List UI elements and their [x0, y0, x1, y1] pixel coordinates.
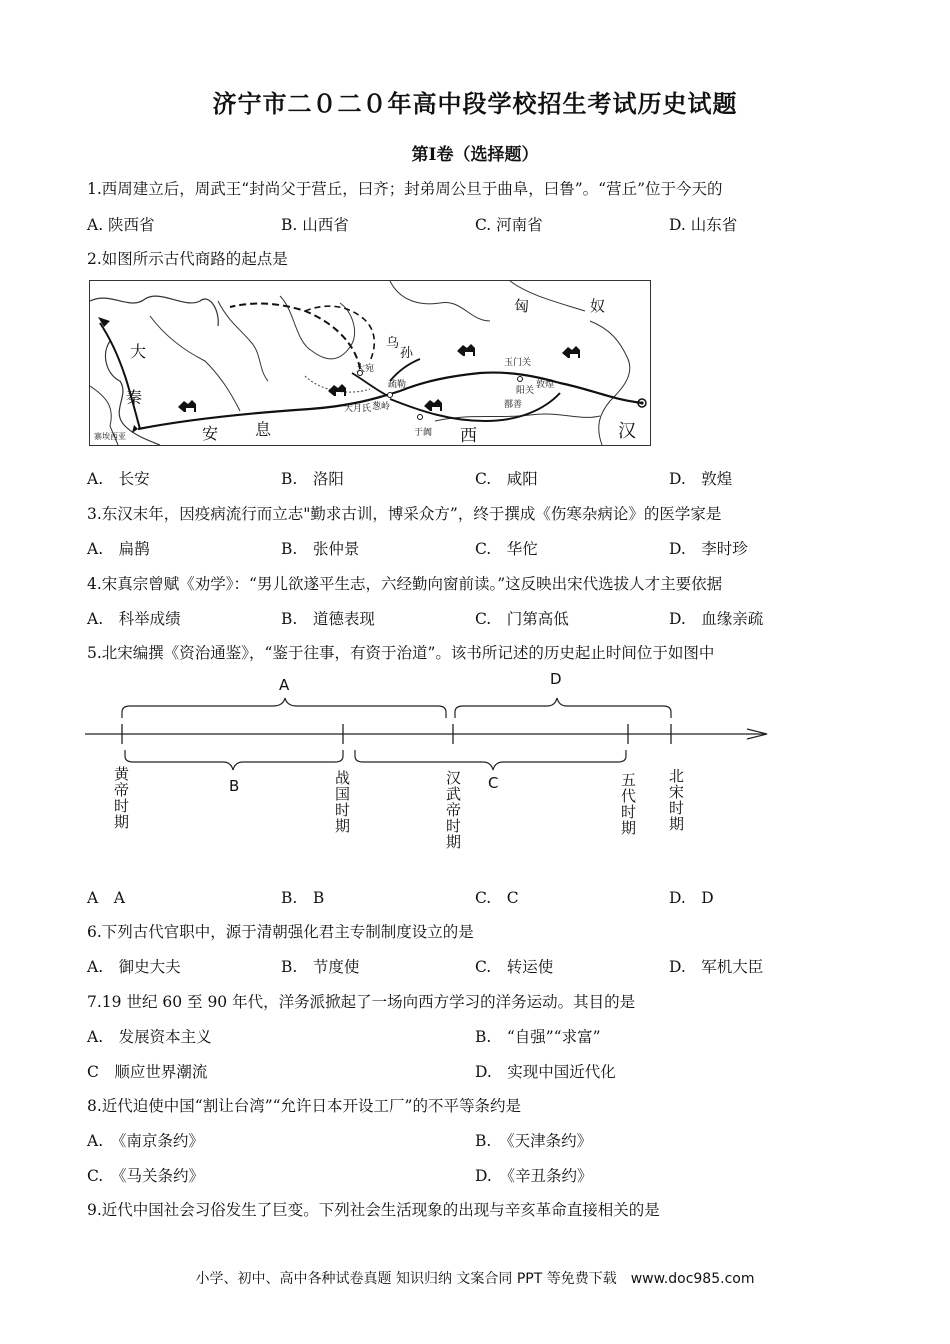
map-label-qin: 秦	[126, 388, 143, 407]
question-8-stem: 8.近代迫使中国“割让台湾”“允许日本开设工厂”的不平等条约是	[87, 1097, 521, 1115]
question-6-option-c[interactable]: C. 转运使	[475, 958, 554, 976]
question-2-option-a[interactable]: A. 长安	[87, 470, 150, 488]
timeline-tick-beisong: 北宋时期	[667, 768, 685, 832]
map-label-yumenguan: 玉门关	[504, 358, 532, 368]
question-8-option-a[interactable]: A. 《南京条约》	[87, 1132, 204, 1150]
timeline-brace-d: D	[550, 670, 562, 688]
question-6-option-b[interactable]: B. 节度使	[281, 958, 360, 976]
question-6-stem: 6.下列古代官职中，源于清朝强化君主专制制度设立的是	[87, 923, 474, 941]
map-label-an: 安	[202, 424, 219, 443]
question-4-option-a[interactable]: A. 科举成绩	[87, 610, 181, 628]
question-8-option-b[interactable]: B. 《天津条约》	[475, 1132, 593, 1150]
question-8-option-c[interactable]: C. 《马关条约》	[87, 1167, 204, 1185]
question-1-option-d[interactable]: D. 山东省	[669, 216, 738, 234]
timeline-brace-a: A	[279, 676, 290, 694]
question-5-option-d[interactable]: D. D	[669, 889, 714, 907]
section-title: 第Ⅰ卷（选择题）	[411, 145, 539, 165]
timeline-brace-b: B	[229, 777, 240, 795]
map-label-sun: 孙	[400, 346, 414, 361]
question-1-option-b[interactable]: B. 山西省	[281, 216, 349, 234]
timeline-brace-c: C	[488, 774, 499, 792]
map-label-dawan: 大宛	[356, 364, 375, 374]
question-9-stem: 9.近代中国社会习俗发生了巨变。下列社会生活现象的出现与辛亥革命直接相关的是	[87, 1201, 660, 1219]
map-label-congling: 葱岭	[372, 402, 391, 412]
question-4-option-d[interactable]: D. 血缘亲疏	[669, 610, 764, 628]
question-1-option-c[interactable]: C. 河南省	[475, 216, 543, 234]
map-label-nu: 奴	[590, 297, 606, 315]
question-2-option-b[interactable]: B. 洛阳	[281, 470, 344, 488]
question-4-stem: 4.宋真宗曾赋《劝学》：“男儿欲遂平生志，六经勤向窗前读。”这反映出宋代选拔人才主要依据	[87, 575, 723, 593]
question-7-option-b[interactable]: B. “自强”“求富”	[475, 1028, 601, 1046]
page-footer: 小学、初中、高中各种试卷真题 知识归纳 文案合同 PPT 等免费下载 www.doc985.com	[195, 1271, 755, 1287]
map-label-shanshan: 鄯善	[504, 400, 523, 410]
question-5-option-a[interactable]: A A	[87, 889, 125, 907]
question-1-stem: 1.西周建立后，周武王“封尚父于营丘，曰齐；封弟周公旦于曲阜，曰鲁”。“营丘”位于今天的	[87, 180, 723, 198]
question-5-option-c[interactable]: C. C	[475, 889, 519, 907]
map-label-han: 汉	[618, 421, 636, 442]
timeline-tick-hanwudi: 汉武帝时期	[444, 770, 462, 850]
question-3-stem: 3.东汉末年，因疫病流行而立志"勤求古训，博采众方”，终于撰成《伤寒杂病论》的医学家是	[87, 505, 722, 523]
map-label-da: 大	[130, 342, 147, 361]
map-label-xiong: 匈	[514, 297, 530, 315]
question-7-option-a[interactable]: A. 发展资本主义	[87, 1028, 212, 1046]
timeline-tick-wudai: 五代时期	[619, 772, 637, 836]
question-7-option-c[interactable]: C 顺应世界潮流	[87, 1063, 208, 1081]
question-6-option-a[interactable]: A. 御史大夫	[87, 958, 181, 976]
question-7-stem: 7.19 世纪 60 至 90 年代，洋务派掀起了一场向西方学习的洋务运动。其目的是	[87, 993, 636, 1011]
timeline-tick-huangdi: 黄帝时期	[112, 766, 130, 830]
question-3-option-d[interactable]: D. 李时珍	[669, 540, 748, 558]
map-label-yutian: 于阗	[414, 428, 433, 438]
map-label-yangguan: 阳关	[516, 386, 535, 396]
question-4-option-b[interactable]: B. 道德表现	[281, 610, 375, 628]
map-label-xi: 西	[460, 426, 477, 445]
map-label-xi-breath: 息	[255, 420, 272, 439]
question-6-option-d[interactable]: D. 军机大臣	[669, 958, 764, 976]
question-7-option-d[interactable]: D. 实现中国近代化	[475, 1063, 616, 1081]
question-3-option-a[interactable]: A. 扁鹊	[87, 540, 150, 558]
question-8-option-d[interactable]: D. 《辛丑条约》	[475, 1167, 593, 1185]
question-5-stem: 5.北宋编撰《资治通鉴》，“鉴于往事，有资于治道”。该书所记述的历史起止时间位于如图中	[87, 644, 715, 662]
question-3-option-c[interactable]: C. 华佗	[475, 540, 538, 558]
exam-title: 济宁市二０二０年高中段学校招生考试历史试题	[212, 89, 738, 118]
question-2-option-d[interactable]: D. 敦煌	[669, 470, 733, 488]
timeline-tick-zhanguo: 战国时期	[333, 770, 351, 834]
map-label-saiai: 寨埃西亚	[94, 432, 126, 441]
map-label-wu: 乌	[386, 336, 400, 351]
question-2-stem: 2.如图所示古代商路的起点是	[87, 250, 288, 268]
silk-road-map	[89, 280, 651, 446]
question-1-option-a[interactable]: A. 陕西省	[87, 216, 155, 234]
question-5-option-b[interactable]: B. B	[281, 889, 325, 907]
map-label-dayuezhi: 大月氏	[344, 404, 372, 414]
question-2-option-c[interactable]: C. 咸阳	[475, 470, 538, 488]
map-label-dunhuang: 敦煌	[536, 380, 555, 390]
map-label-shule: 疏勒	[388, 380, 407, 390]
question-4-option-c[interactable]: C. 门第高低	[475, 610, 569, 628]
question-3-option-b[interactable]: B. 张仲景	[281, 540, 360, 558]
history-timeline	[85, 668, 775, 868]
